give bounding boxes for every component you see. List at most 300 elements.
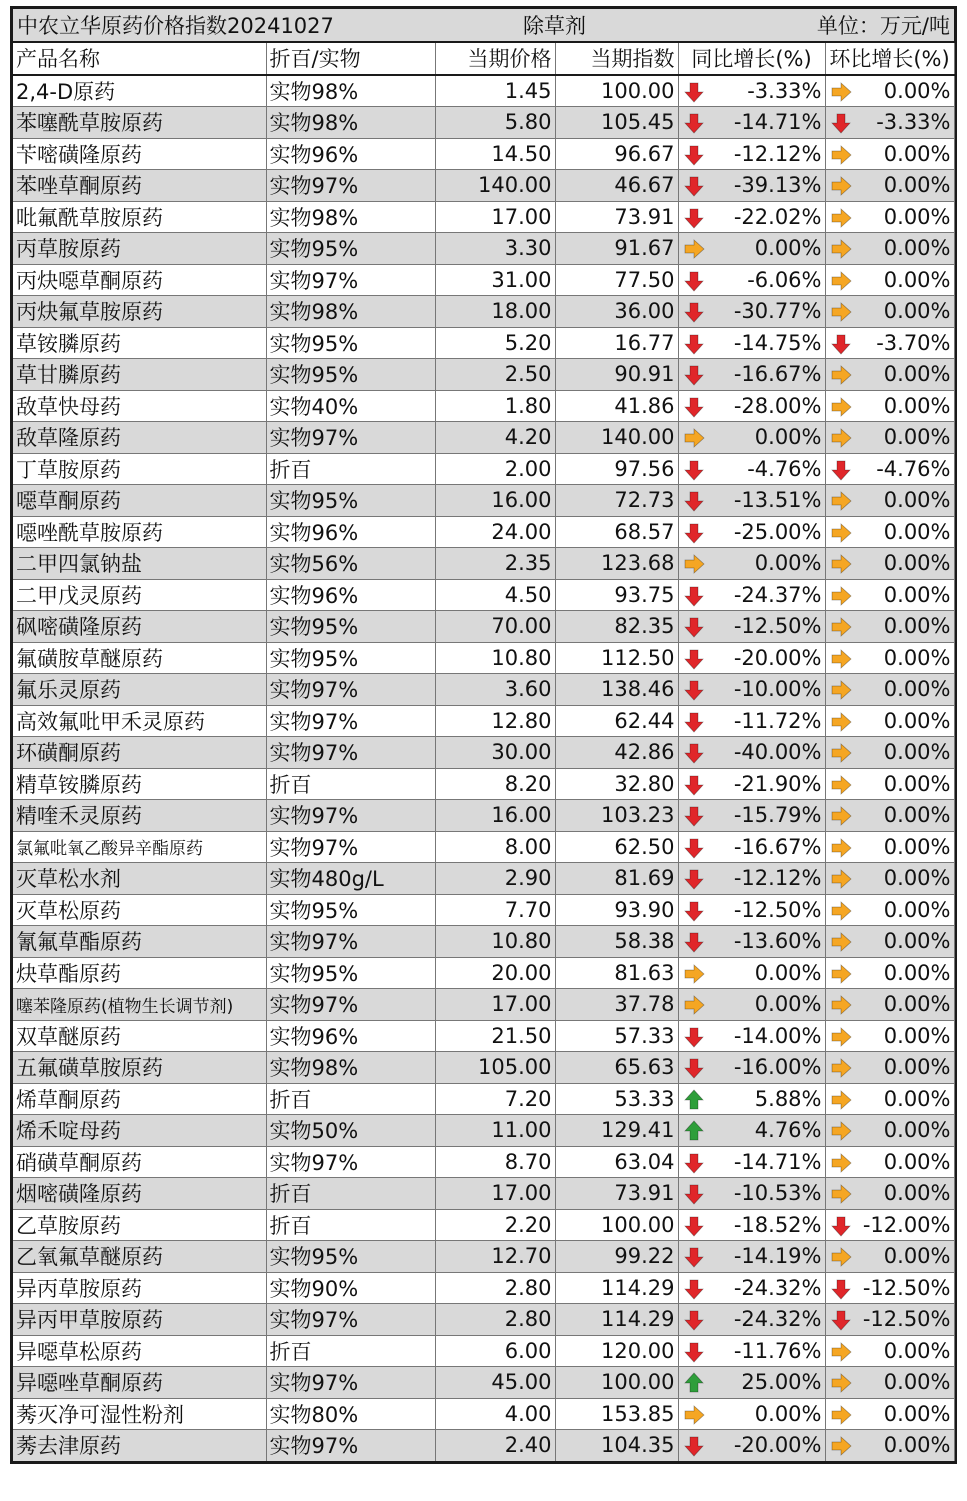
yoy-growth: -30.77% [706,296,825,328]
mom-trend-cell [825,1398,855,1430]
arrow-right-icon [830,394,852,418]
table-row [13,1335,954,1367]
mom-trend-cell [825,611,855,643]
product-spec: 实物96% [266,1020,435,1052]
product-spec: 实物95% [266,1241,435,1273]
current-price: 8.00 [435,831,555,863]
mom-growth: 0.00% [855,422,954,454]
current-price: 4.20 [435,422,555,454]
mom-trend-cell [825,453,855,485]
yoy-growth: 5.88% [706,1083,825,1115]
product-name: 苯噻酰草胺原药 [13,107,266,139]
mom-growth: 0.00% [855,894,954,926]
product-name: 异噁唑草酮原药 [13,1367,266,1399]
mom-trend-cell [825,390,855,422]
product-spec: 实物97% [266,422,435,454]
price-index-sheet [10,6,957,1464]
yoy-trend-cell [678,1146,706,1178]
yoy-growth: 0.00% [706,233,825,265]
mom-trend-cell [825,989,855,1021]
arrow-down-icon [683,299,705,323]
product-spec: 实物98% [266,1052,435,1084]
product-spec: 实物97% [266,705,435,737]
mom-trend-cell [825,957,855,989]
arrow-right-icon [830,929,852,953]
current-index: 81.69 [555,863,678,895]
yoy-growth: -13.51% [706,485,825,517]
arrow-down-icon [683,835,705,859]
mom-growth: 0.00% [855,1115,954,1147]
arrow-right-icon [830,520,852,544]
mom-growth: 0.00% [855,1367,954,1399]
table-row [13,1304,954,1336]
current-index: 82.35 [555,611,678,643]
yoy-trend-cell [678,1272,706,1304]
product-spec: 实物97% [266,737,435,769]
arrow-down-icon [683,457,705,481]
arrow-down-icon [683,1181,705,1205]
product-spec: 折百 [266,1178,435,1210]
yoy-trend-cell [678,1083,706,1115]
yoy-growth: -20.00% [706,1430,825,1461]
col-header-index: 当期指数 [555,43,678,75]
arrow-right-icon [830,1433,852,1457]
current-index: 100.00 [555,1367,678,1399]
product-spec: 实物97% [266,926,435,958]
yoy-growth: -22.02% [706,201,825,233]
arrow-down-icon [683,772,705,796]
yoy-trend-cell [678,1367,706,1399]
yoy-growth: 0.00% [706,548,825,580]
mom-growth: -12.00% [855,1209,954,1241]
table-row [13,548,954,580]
mom-growth: 0.00% [855,1178,954,1210]
yoy-trend-cell [678,75,706,107]
arrow-down-icon [683,488,705,512]
arrow-right-icon [830,1370,852,1394]
current-price: 14.50 [435,138,555,170]
table-row [13,1178,954,1210]
current-price: 2.80 [435,1304,555,1336]
current-index: 90.91 [555,359,678,391]
table-row [13,863,954,895]
mom-growth: -4.76% [855,453,954,485]
yoy-trend-cell [678,611,706,643]
current-price: 6.00 [435,1335,555,1367]
product-spec: 实物95% [266,233,435,265]
mom-trend-cell [825,926,855,958]
product-spec: 实物97% [266,1367,435,1399]
current-index: 114.29 [555,1304,678,1336]
current-index: 73.91 [555,201,678,233]
current-price: 20.00 [435,957,555,989]
arrow-down-icon [683,331,705,355]
yoy-growth: 0.00% [706,1398,825,1430]
table-row [13,737,954,769]
product-spec: 折百 [266,453,435,485]
product-name: 乙氧氟草醚原药 [13,1241,266,1273]
yoy-trend-cell [678,138,706,170]
mom-trend-cell [825,485,855,517]
mom-growth: 0.00% [855,390,954,422]
yoy-trend-cell [678,233,706,265]
mom-trend-cell [825,579,855,611]
current-price: 4.00 [435,1398,555,1430]
current-price: 2.40 [435,1430,555,1461]
arrow-right-icon [830,1055,852,1079]
current-index: 16.77 [555,327,678,359]
table-row [13,107,954,139]
product-name: 灭草松原药 [13,894,266,926]
yoy-trend-cell [678,548,706,580]
mom-growth: 0.00% [855,989,954,1021]
arrow-down-icon [830,1276,852,1300]
arrow-right-icon [830,268,852,292]
product-name: 莠灭净可湿性粉剂 [13,1398,266,1430]
table-row [13,1367,954,1399]
current-index: 57.33 [555,1020,678,1052]
yoy-trend-cell [678,579,706,611]
product-spec: 实物98% [266,296,435,328]
yoy-trend-cell [678,926,706,958]
mom-growth: 0.00% [855,611,954,643]
current-price: 3.60 [435,674,555,706]
current-index: 62.44 [555,705,678,737]
yoy-growth: -10.00% [706,674,825,706]
yoy-growth: -24.32% [706,1272,825,1304]
mom-trend-cell [825,1020,855,1052]
current-index: 123.68 [555,548,678,580]
current-price: 2.00 [435,453,555,485]
arrow-right-icon [830,677,852,701]
table-row [13,1430,954,1461]
product-name: 精草铵膦原药 [13,768,266,800]
product-spec: 实物95% [266,894,435,926]
current-index: 129.41 [555,1115,678,1147]
arrow-right-icon [830,583,852,607]
product-name: 草铵膦原药 [13,327,266,359]
arrow-right-icon [830,1181,852,1205]
mom-trend-cell [825,296,855,328]
arrow-right-icon [830,488,852,512]
arrow-right-icon [830,866,852,890]
current-price: 17.00 [435,989,555,1021]
mom-growth: 0.00% [855,264,954,296]
arrow-down-icon [683,583,705,607]
table-row [13,516,954,548]
yoy-growth: -13.60% [706,926,825,958]
table-row [13,831,954,863]
mom-trend-cell [825,359,855,391]
current-price: 45.00 [435,1367,555,1399]
table-row [13,296,954,328]
mom-trend-cell [825,737,855,769]
product-spec: 实物97% [266,800,435,832]
current-price: 17.00 [435,1178,555,1210]
product-name: 二甲戊灵原药 [13,579,266,611]
mom-trend-cell [825,863,855,895]
arrow-right-icon [830,709,852,733]
arrow-right-icon [830,425,852,449]
yoy-trend-cell [678,390,706,422]
current-price: 3.30 [435,233,555,265]
table-row [13,1146,954,1178]
table-row [13,926,954,958]
mom-growth: 0.00% [855,1083,954,1115]
arrow-down-icon [683,79,705,103]
product-spec: 实物97% [266,1304,435,1336]
yoy-trend-cell [678,1335,706,1367]
mom-growth: 0.00% [855,768,954,800]
product-name: 敌草快母药 [13,390,266,422]
table-row [13,768,954,800]
mom-growth: 0.00% [855,1052,954,1084]
current-price: 4.50 [435,579,555,611]
yoy-growth: -24.37% [706,579,825,611]
yoy-growth: -14.71% [706,1146,825,1178]
arrow-down-icon [683,1150,705,1174]
arrow-down-icon [683,520,705,544]
current-index: 42.86 [555,737,678,769]
current-price: 2.20 [435,1209,555,1241]
product-spec: 实物98% [266,201,435,233]
yoy-growth: -3.33% [706,75,825,107]
product-name: 灭草松水剂 [13,863,266,895]
current-index: 91.67 [555,233,678,265]
mom-trend-cell [825,138,855,170]
mom-growth: 0.00% [855,579,954,611]
mom-trend-cell [825,75,855,107]
col-header-price: 当期价格 [435,43,555,75]
mom-growth: 0.00% [855,1398,954,1430]
current-price: 18.00 [435,296,555,328]
arrow-right-icon [683,236,705,260]
mom-growth: -3.33% [855,107,954,139]
mom-trend-cell [825,642,855,674]
product-name: 噁草酮原药 [13,485,266,517]
arrow-down-icon [683,1276,705,1300]
mom-trend-cell [825,1115,855,1147]
mom-growth: 0.00% [855,296,954,328]
mom-growth: 0.00% [855,516,954,548]
current-index: 100.00 [555,1209,678,1241]
product-spec: 实物80% [266,1398,435,1430]
yoy-trend-cell [678,1241,706,1273]
yoy-growth: -14.71% [706,107,825,139]
mom-trend-cell [825,233,855,265]
current-price: 2.80 [435,1272,555,1304]
product-name: 草甘膦原药 [13,359,266,391]
yoy-trend-cell [678,264,706,296]
table-row [13,579,954,611]
yoy-trend-cell [678,422,706,454]
arrow-right-icon [830,740,852,764]
product-name: 噁唑酰草胺原药 [13,516,266,548]
product-name: 丁草胺原药 [13,453,266,485]
arrow-right-icon [830,551,852,575]
mom-growth: 0.00% [855,705,954,737]
yoy-trend-cell [678,800,706,832]
product-spec: 折百 [266,1083,435,1115]
product-name: 异噁草松原药 [13,1335,266,1367]
current-index: 120.00 [555,1335,678,1367]
product-spec: 实物56% [266,548,435,580]
mom-trend-cell [825,1367,855,1399]
arrow-down-icon [683,803,705,827]
product-name: 敌草隆原药 [13,422,266,454]
yoy-growth: -28.00% [706,390,825,422]
yoy-trend-cell [678,768,706,800]
current-price: 12.80 [435,705,555,737]
current-price: 1.80 [435,390,555,422]
arrow-right-icon [830,992,852,1016]
table-row [13,894,954,926]
mom-growth: 0.00% [855,1146,954,1178]
yoy-trend-cell [678,642,706,674]
mom-growth: -12.50% [855,1272,954,1304]
table-row [13,957,954,989]
product-spec: 实物95% [266,359,435,391]
arrow-down-icon [830,457,852,481]
yoy-trend-cell [678,1209,706,1241]
product-name: 烟嘧磺隆原药 [13,1178,266,1210]
arrow-right-icon [830,803,852,827]
mom-trend-cell [825,1241,855,1273]
current-price: 11.00 [435,1115,555,1147]
product-name: 二甲四氯钠盐 [13,548,266,580]
product-spec: 实物480g/L [266,863,435,895]
product-spec: 实物50% [266,1115,435,1147]
product-name: 乙草胺原药 [13,1209,266,1241]
current-index: 97.56 [555,453,678,485]
arrow-down-icon [683,929,705,953]
yoy-trend-cell [678,705,706,737]
mom-trend-cell [825,170,855,202]
table-row [13,233,954,265]
product-name: 丙炔氟草胺原药 [13,296,266,328]
current-price: 2.50 [435,359,555,391]
yoy-growth: 0.00% [706,957,825,989]
yoy-trend-cell [678,485,706,517]
table-row [13,170,954,202]
product-spec: 实物97% [266,170,435,202]
arrow-right-icon [830,772,852,796]
mom-trend-cell [825,768,855,800]
product-spec: 折百 [266,1209,435,1241]
yoy-growth: 0.00% [706,989,825,1021]
yoy-growth: -25.00% [706,516,825,548]
yoy-growth: -11.72% [706,705,825,737]
product-name: 氟乐灵原药 [13,674,266,706]
arrow-right-icon [830,79,852,103]
current-index: 96.67 [555,138,678,170]
product-name: 丙草胺原药 [13,233,266,265]
arrow-right-icon [830,961,852,985]
current-index: 105.45 [555,107,678,139]
mom-growth: 0.00% [855,737,954,769]
yoy-growth: 25.00% [706,1367,825,1399]
product-name: 吡氟酰草胺原药 [13,201,266,233]
yoy-trend-cell [678,831,706,863]
yoy-growth: -12.12% [706,138,825,170]
current-index: 81.63 [555,957,678,989]
arrow-down-icon [683,866,705,890]
current-index: 93.75 [555,579,678,611]
product-name: 苯唑草酮原药 [13,170,266,202]
product-spec: 实物96% [266,138,435,170]
current-price: 21.50 [435,1020,555,1052]
current-index: 73.91 [555,1178,678,1210]
mom-trend-cell [825,327,855,359]
mom-growth: 0.00% [855,1241,954,1273]
arrow-down-icon [830,110,852,134]
arrow-right-icon [830,205,852,229]
arrow-right-icon [683,551,705,575]
arrow-right-icon [830,1402,852,1426]
mom-growth: 0.00% [855,831,954,863]
current-index: 72.73 [555,485,678,517]
arrow-right-icon [683,961,705,985]
mom-growth: 0.00% [855,800,954,832]
mom-growth: 0.00% [855,674,954,706]
arrow-down-icon [683,677,705,701]
arrow-down-icon [683,1433,705,1457]
table-row [13,1052,954,1084]
yoy-trend-cell [678,1020,706,1052]
current-index: 65.63 [555,1052,678,1084]
product-name: 烯草酮原药 [13,1083,266,1115]
current-price: 1.45 [435,75,555,107]
arrow-down-icon [683,142,705,166]
yoy-trend-cell [678,327,706,359]
product-spec: 实物95% [266,327,435,359]
current-price: 8.20 [435,768,555,800]
arrow-right-icon [830,236,852,260]
current-index: 62.50 [555,831,678,863]
mom-growth: 0.00% [855,1335,954,1367]
current-price: 10.80 [435,926,555,958]
current-index: 41.86 [555,390,678,422]
mom-growth: 0.00% [855,138,954,170]
table-row [13,390,954,422]
mom-growth: 0.00% [855,642,954,674]
mom-growth: 0.00% [855,926,954,958]
product-spec: 实物97% [266,1430,435,1461]
arrow-right-icon [683,425,705,449]
current-price: 140.00 [435,170,555,202]
yoy-growth: 0.00% [706,422,825,454]
mom-trend-cell [825,1209,855,1241]
arrow-down-icon [683,1339,705,1363]
current-index: 36.00 [555,296,678,328]
arrow-right-icon [830,299,852,323]
mom-trend-cell [825,1146,855,1178]
yoy-trend-cell [678,1052,706,1084]
mom-trend-cell [825,894,855,926]
product-spec: 实物97% [266,989,435,1021]
arrow-down-icon [830,331,852,355]
arrow-right-icon [830,142,852,166]
current-price: 17.00 [435,201,555,233]
category-label: 除草剂 [523,14,586,38]
yoy-growth: -11.76% [706,1335,825,1367]
product-name: 环磺酮原药 [13,737,266,769]
product-name: 炔草酯原药 [13,957,266,989]
product-spec: 折百 [266,768,435,800]
col-header-name: 产品名称 [13,43,266,75]
product-name: 氰氟草酯原药 [13,926,266,958]
product-name: 莠去津原药 [13,1430,266,1461]
